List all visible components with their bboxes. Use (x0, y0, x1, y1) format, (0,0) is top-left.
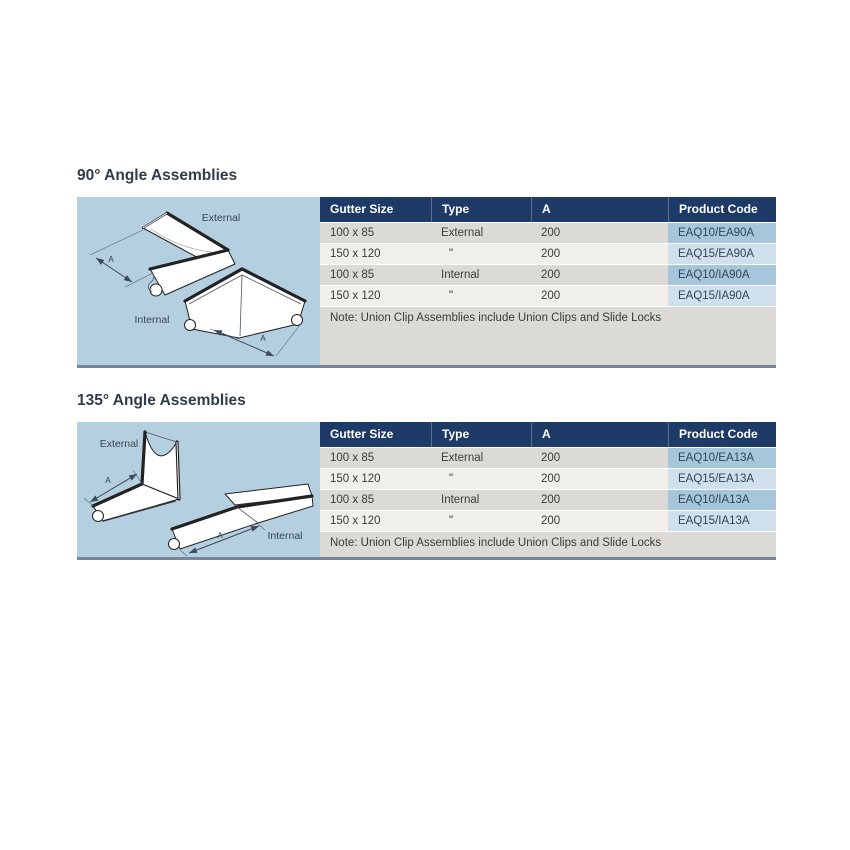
table-row (320, 265, 776, 285)
cell-product-code: EAQ15/IA90A (668, 286, 776, 306)
table-note: Note: Union Clip Assemblies include Union Clips and Slide Locks (320, 532, 776, 557)
panel-135 (77, 422, 776, 560)
col-header-product-code: Product Code (668, 422, 776, 447)
diagram-135-angle (77, 422, 320, 557)
cell-product-code: EAQ15/EA90A (668, 244, 776, 264)
cell-a: 200 (531, 490, 668, 510)
cell-a: 200 (531, 286, 668, 306)
cell-a: 200 (531, 265, 668, 285)
external-label: External (201, 212, 241, 224)
cell-gutter-size: 100 x 85 (320, 265, 431, 285)
internal-label: Internal (134, 314, 170, 326)
cell-a: 200 (531, 223, 668, 243)
table-row (320, 223, 776, 243)
table-row (320, 469, 776, 489)
internal-label: Internal (267, 530, 303, 542)
cell-product-code: EAQ10/EA90A (668, 223, 776, 243)
col-header-a: A (531, 422, 668, 447)
cell-a: 200 (531, 244, 668, 264)
section-title-135: 135° Angle Assemblies (77, 392, 246, 409)
dim-label-a: A (217, 531, 223, 540)
cell-product-code: EAQ15/IA13A (668, 511, 776, 531)
table-row (320, 448, 776, 468)
table-row (320, 511, 776, 531)
table-row (320, 490, 776, 510)
cell-product-code: EAQ10/EA13A (668, 448, 776, 468)
dim-label-a: A (105, 476, 111, 485)
table-note: Note: Union Clip Assemblies include Union Clips and Slide Locks (320, 307, 776, 365)
cell-gutter-size: 150 x 120 (320, 286, 431, 306)
angle-135-drawing (77, 422, 320, 557)
cell-product-code: EAQ10/IA13A (668, 490, 776, 510)
internal-135-drawing (169, 484, 314, 556)
dim-label-a: A (260, 334, 266, 343)
cell-gutter-size: 100 x 85 (320, 223, 431, 243)
diagram-90-angle (77, 197, 320, 365)
cell-gutter-size: 150 x 120 (320, 511, 431, 531)
cell-type: Internal (431, 490, 531, 510)
col-header-gutter-size: Gutter Size (330, 427, 394, 441)
cell-type: " (431, 511, 531, 531)
section-90-angle (77, 166, 776, 368)
cell-type: External (431, 448, 531, 468)
cell-type: External (431, 223, 531, 243)
cell-type: Internal (431, 265, 531, 285)
cell-gutter-size: 100 x 85 (320, 448, 431, 468)
section-135-angle (77, 391, 776, 560)
cell-a: 200 (531, 511, 668, 531)
col-header-product-code: Product Code (668, 197, 776, 222)
cell-product-code: EAQ15/EA13A (668, 469, 776, 489)
cell-gutter-size: 100 x 85 (320, 490, 431, 510)
external-135-drawing (84, 432, 179, 522)
col-header-type: Type (431, 422, 531, 447)
dimension-arrow-external-90 (90, 230, 153, 287)
table-row (320, 244, 776, 264)
section-title-90: 90° Angle Assemblies (77, 167, 238, 184)
panel-90 (77, 197, 776, 368)
cell-type: " (431, 244, 531, 264)
cell-product-code: EAQ10/IA90A (668, 265, 776, 285)
cell-gutter-size: 150 x 120 (320, 469, 431, 489)
table-header-row (320, 197, 776, 222)
external-label: External (99, 438, 139, 450)
product-table-90 (320, 197, 776, 365)
cell-a: 200 (531, 469, 668, 489)
col-header-gutter-size: Gutter Size (330, 202, 394, 216)
product-table-135 (320, 422, 776, 557)
dim-label-a: A (108, 255, 114, 264)
cell-gutter-size: 150 x 120 (320, 244, 431, 264)
col-header-a: A (531, 197, 668, 222)
angle-90-drawing (77, 197, 320, 365)
cell-type: " (431, 286, 531, 306)
cell-type: " (431, 469, 531, 489)
table-row (320, 286, 776, 306)
table-header-row (320, 422, 776, 447)
col-header-type: Type (431, 197, 531, 222)
cell-a: 200 (531, 448, 668, 468)
